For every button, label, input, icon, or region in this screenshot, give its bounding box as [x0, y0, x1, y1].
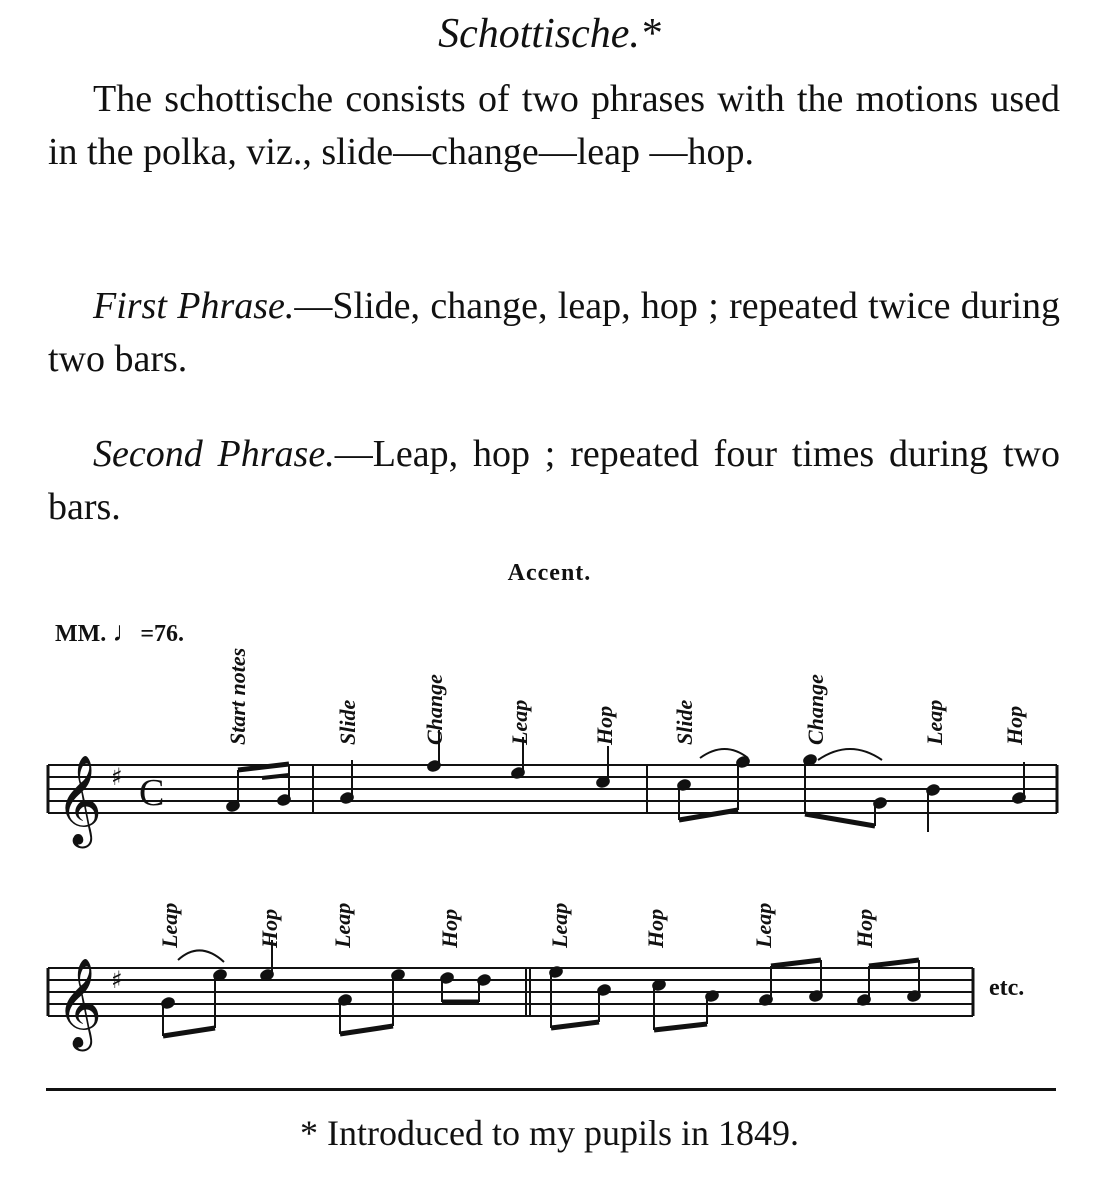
metronome-value: =76. — [140, 621, 184, 647]
page-title: Schottische.* — [438, 11, 661, 57]
intro-paragraph: The schottische consists of two phrases with the motions used in the polka, viz., slide—change—leap —hop. — [48, 78, 1060, 173]
metronome-prefix: MM. — [55, 621, 107, 647]
second-phrase-text: —Leap, hop ; repeated four times during two bars. — [48, 433, 1061, 528]
step-label: Leap — [547, 902, 572, 948]
step-label: Hop — [852, 908, 877, 948]
step-label: Change — [422, 674, 447, 745]
row2-notes — [161, 940, 921, 1036]
footnote-divider — [46, 1088, 1056, 1091]
step-label: Hop — [1002, 705, 1027, 745]
step-label: Leap — [330, 902, 355, 948]
time-signature: C — [139, 772, 165, 814]
staff-row-1 — [48, 765, 1057, 813]
step-label: Change — [803, 674, 828, 745]
step-label: Slide — [335, 699, 360, 745]
treble-clef-icon: 𝄞 — [56, 755, 103, 845]
etc-label: etc. — [989, 975, 1025, 1001]
sharp-icon: ♯ — [111, 966, 123, 994]
step-label: Hop — [437, 908, 462, 948]
step-label: Leap — [751, 902, 776, 948]
quarter-note-icon: ♩ — [112, 617, 141, 648]
first-phrase-text: —Slide, change, leap, hop ; repeated twice during two bars. — [48, 285, 1060, 380]
step-label: Leap — [922, 699, 947, 745]
accent-heading: Accent. — [507, 560, 592, 586]
treble-clef-icon: 𝄞 — [56, 958, 103, 1048]
first-phrase-label: First Phrase. — [93, 285, 295, 327]
footnote: * Introduced to my pupils in 1849. — [300, 1113, 799, 1153]
step-label: Slide — [672, 699, 697, 745]
step-label: Start notes — [225, 647, 250, 745]
step-label: Hop — [257, 908, 282, 948]
step-label: Hop — [643, 908, 668, 948]
sharp-icon: ♯ — [111, 763, 123, 791]
step-label: Leap — [507, 699, 532, 745]
second-phrase-label: Second Phrase. — [93, 433, 335, 475]
step-label: Leap — [157, 902, 182, 948]
staff-row-2 — [48, 968, 973, 1016]
step-label: Hop — [592, 705, 617, 745]
